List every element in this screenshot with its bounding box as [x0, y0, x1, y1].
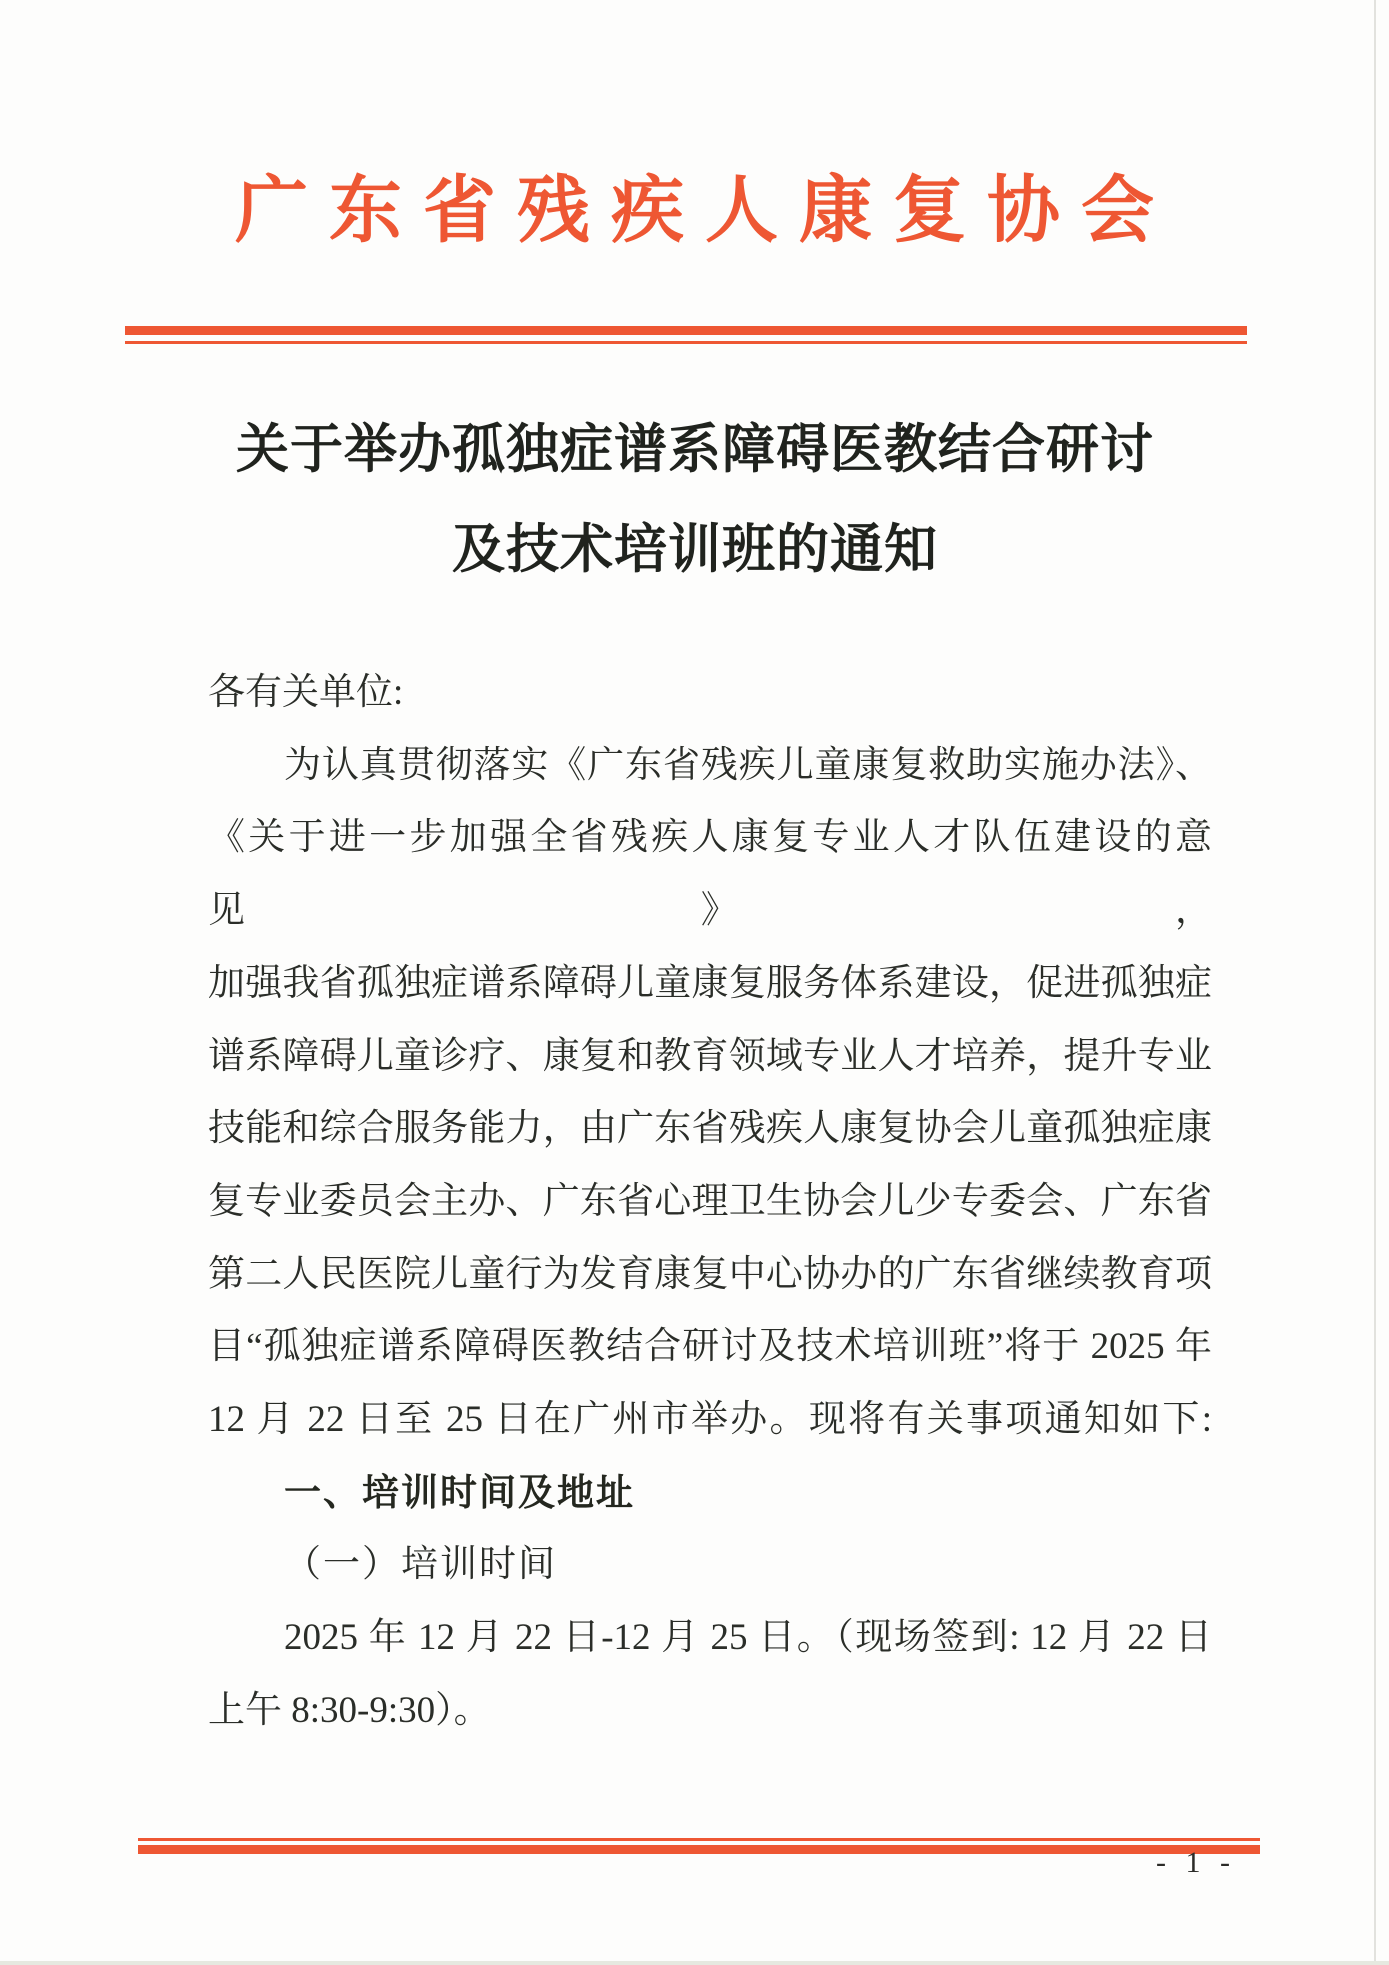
document-body	[208, 657, 1212, 1748]
letterhead-rule-thick	[125, 326, 1247, 335]
scan-edge-artifact	[0, 1961, 1389, 1965]
document-title-line-1: 关于举办孤独症谱系障碍医教结合研讨	[236, 421, 1154, 479]
paragraph-line: 为认真贯彻落实《广东省残疾儿童康复救助实施办法》、	[284, 744, 1212, 786]
paragraph-line: 加强我省孤独症谱系障碍儿童康复服务体系建设，促进孤独症	[208, 962, 1212, 1004]
section-heading: 一、培训时间及地址	[284, 1471, 635, 1513]
paragraph-line: 第二人民医院儿童行为发育康复中心协办的广东省继续教育项	[208, 1253, 1212, 1295]
footer-rule-thin	[138, 1838, 1260, 1841]
paragraph-line: 复专业委员会主办、广东省心理卫生协会儿少专委会、广东省	[208, 1180, 1212, 1222]
paragraph-line: 2025 年 12 月 22 日-12 月 25 日。（现场签到: 12 月 22 日	[284, 1617, 1212, 1659]
paragraph-line: 12 月 22 日至 25 日在广州市举办。现将有关事项通知如下:	[208, 1399, 1212, 1441]
paragraph-line: 目“孤独症谱系障碍医教结合研讨及技术培训班”将于 2025 年	[208, 1326, 1212, 1368]
document-title-line-2: 及技术培训班的通知	[452, 521, 938, 579]
salutation: 各有关单位:	[208, 672, 404, 713]
paragraph-line: 谱系障碍儿童诊疗、康复和教育领域专业人才培养，提升专业	[208, 1035, 1212, 1077]
scan-edge-artifact	[1374, 0, 1376, 1965]
paragraph-line: 技能和综合服务能力，由广东省残疾人康复协会儿童孤独症康	[208, 1108, 1212, 1150]
sub-heading: （一）培训时间	[284, 1544, 557, 1586]
letterhead-org-name: 广东省残疾人康复协会	[235, 170, 1175, 251]
footer-rule-thick	[138, 1845, 1260, 1854]
document-title	[130, 400, 1260, 600]
letterhead-rule-thin	[125, 341, 1247, 344]
paragraph-line: 上午 8:30-9:30）。	[208, 1689, 491, 1731]
page-number: - 1 -	[1156, 1846, 1236, 1879]
paragraph-line: 《关于进一步加强全省残疾人康复专业人才队伍建设的意见》，	[208, 817, 1212, 932]
